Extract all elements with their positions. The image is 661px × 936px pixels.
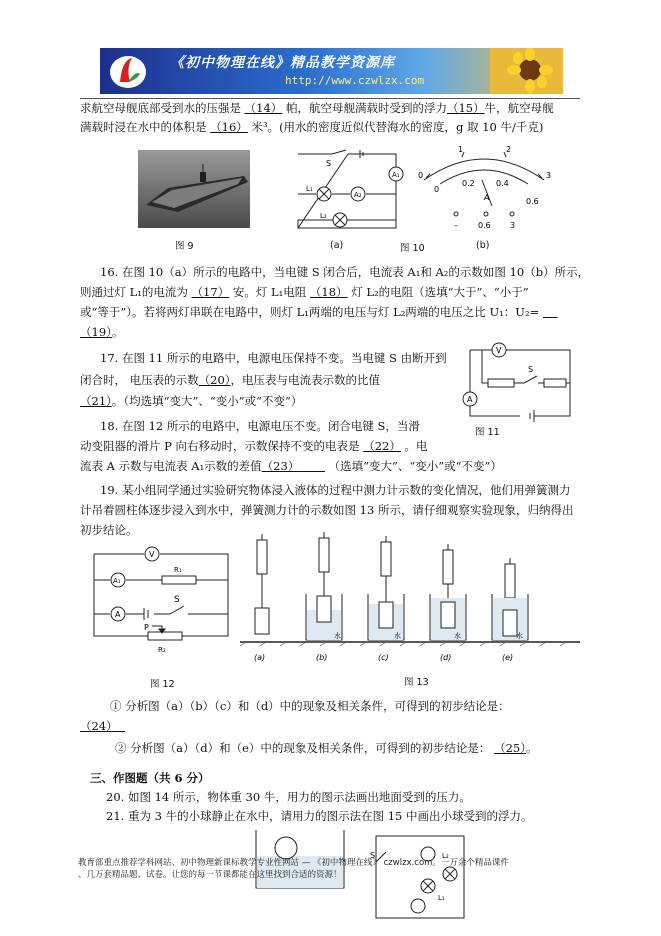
- q20-text: 20. 如图 14 所示，物体重 30 牛，用力的图示法画出地面受到的压力。: [106, 790, 471, 804]
- fig12-circuit: [88, 540, 236, 668]
- fig10a-lamp-l2: L₂: [320, 212, 327, 220]
- q18-line1: 18. 在图 12 所示的电路中，电源电压不变。闭合电键 S，当滑: [100, 419, 420, 433]
- q19-line2: 计吊着圆柱体逐步浸入到水中，弹簧测力计的示数如图 13 所示，请仔细观察实验现象，归纳得出: [80, 503, 574, 517]
- blank-19[interactable]: （19）: [80, 325, 112, 339]
- fig10-sub-b: (b): [476, 240, 490, 251]
- q18-line3: 流表 A 示数与电流表 A₁示数的差值（23） （选填“变大”、“变小”或“不变”）: [80, 459, 502, 473]
- fig12-slider-p: P: [144, 623, 149, 632]
- sunflower-image: [490, 48, 563, 94]
- fig13-water-e: 水: [516, 632, 523, 640]
- terminal-neg: –: [454, 221, 458, 230]
- q19-sub1: ① 分析图（a）（b）（c）和（d）中的现象及相关条件，可得到的初步结论是：: [110, 699, 510, 713]
- blank-16[interactable]: （16）: [210, 120, 248, 134]
- fig11-caption: 图 11: [475, 427, 500, 438]
- dial-top-0: 0: [418, 171, 424, 180]
- fig15-lamp-l2: L₂: [442, 852, 449, 860]
- footer-notice: [78, 857, 578, 881]
- fig12-switch: S: [174, 595, 180, 605]
- footer-line2: 、几万套精品题、试卷。让您的每一节课都能在这里找到合适的资源！: [78, 870, 342, 880]
- q21-text: 21. 重为 3 牛的小球静止在水中，请用力的图示法在图 15 中画出小球受到的浮力。: [106, 809, 533, 823]
- fig11-ammeter: A: [467, 395, 473, 404]
- dial-top-3: 3: [546, 171, 552, 180]
- fig13-water-d: 水: [454, 632, 461, 640]
- fig10b-ammeter-dial: [412, 144, 557, 236]
- blank-14[interactable]: （14）: [244, 101, 283, 115]
- fig13-sub-a: (a): [254, 653, 266, 662]
- fig9-caption: 图 9: [175, 241, 194, 252]
- footer-line1-a: 教育部重点推荐学科网站、初中物理新课标教学专业性网站 — 《初中物理在线》: [78, 858, 381, 868]
- dial-bottom-0: 0: [434, 185, 440, 194]
- fig10a-ammeter-a1: A₁: [392, 171, 400, 179]
- fig13-water-c: 水: [394, 632, 401, 640]
- blank-22[interactable]: （22）: [363, 439, 401, 453]
- fig12-r1: R₁: [174, 566, 182, 574]
- fig15-circuit: [368, 826, 488, 936]
- fig11-circuit: [458, 340, 578, 432]
- carrier-photo: [138, 150, 250, 228]
- q17-line1: 17. 在图 11 所示的电路中，电源电压保持不变。当电键 S 由断开到: [100, 351, 447, 365]
- fig10a-circuit: [292, 148, 407, 236]
- blank-23[interactable]: （23）: [261, 459, 300, 473]
- fig12-r2: R₂: [158, 646, 166, 654]
- q16-line3: 或“等于”）。若将两灯串联在电路中，则灯 L₁两端的电压与灯 L₂两端的电压之比 U₁：U₂=: [80, 305, 540, 319]
- header-divider: [80, 98, 580, 99]
- fig15-switch: S: [370, 851, 376, 860]
- fig11-switch-label: S: [528, 365, 534, 374]
- blank-21[interactable]: （21）: [80, 394, 112, 408]
- q18-line2: 动变阻器的滑片 P 向右移动时，示数保持不变的电表是 （22） 。电: [80, 439, 428, 453]
- banner-url[interactable]: http://www.czwlzx.com: [285, 74, 425, 87]
- fig13-sub-e: (e): [502, 653, 514, 662]
- site-logo: [108, 52, 148, 90]
- q17-line2: 闭合时， 电压表的示数（20），电压表与电流表示数的比值: [80, 373, 381, 387]
- dial-top-1: 1: [458, 145, 464, 154]
- banner-title: 《初中物理在线》精品教学资源库: [170, 55, 395, 71]
- fig13-sub-b: (b): [316, 653, 328, 662]
- blank-20[interactable]: （20）: [198, 373, 231, 387]
- q16-line4: （19）。: [80, 325, 124, 339]
- dial-unit-a: A: [484, 193, 490, 202]
- q19-sub2: ② 分析图（a）（d）和（e）中的现象及相关条件，可得到的初步结论是： （25）。: [115, 741, 538, 755]
- footer-line1-b: czwlzx.com。一万余个精品课件: [383, 858, 509, 868]
- fig10a-switch-label: S: [326, 159, 332, 168]
- dial-bottom-02: 0.2: [462, 179, 475, 188]
- fig13-immersion-series: [240, 530, 580, 670]
- q17-line3: （21）。（均选填“变大”、“变小”或“不变”）: [80, 394, 303, 408]
- q16-line1: 16. 在图 10（a）所示的电路中，当电键 S 闭合后，电流表 A₁和 A₂的示数如图 10（b）所示，: [100, 265, 590, 279]
- fig11-voltmeter: V: [496, 346, 502, 355]
- q15-line2: 满载时浸在水中的体积是 （16） 米³。(用水的密度近似代替海水的密度，g 取 10 牛/千克): [80, 120, 544, 134]
- dial-bottom-06: 0.6: [526, 197, 539, 206]
- q19-line3: 初步结论。: [80, 523, 138, 537]
- dial-bottom-04: 0.4: [496, 179, 509, 188]
- blank-24[interactable]: （24）: [80, 719, 118, 733]
- fig10-caption: 图 10: [400, 243, 425, 254]
- terminal-06: 0.6: [478, 221, 491, 230]
- blank-17[interactable]: （17）: [191, 285, 230, 299]
- fig10a-ammeter-a2: A₂: [354, 191, 362, 199]
- fig13-caption: 图 13: [404, 677, 429, 688]
- blank-25[interactable]: （25）: [494, 741, 526, 755]
- fig13-sub-c: (c): [378, 653, 389, 662]
- fig12-ammeter-a1: A₁: [113, 577, 121, 585]
- q19-line1: 19. 某小组同学通过实验研究物体浸入液体的过程中测力计示数的变化情况，他们用弹簧测力: [100, 483, 571, 497]
- q19-sub1-answer: [80, 718, 125, 735]
- q15-line1: 求航空母舰底部受到水的压强是 （14） 帕，航空母舰满载时受到的浮力（15）牛，航空母舰: [80, 101, 554, 115]
- blank-15[interactable]: （15）: [446, 101, 485, 115]
- fig13-sub-d: (d): [440, 653, 452, 662]
- fig15-lamp-l1: L₁: [438, 894, 445, 902]
- fig15-beaker: [250, 826, 350, 936]
- section3-heading: 三、作图题（共 6 分）: [90, 771, 210, 785]
- dial-top-2: 2: [506, 145, 512, 154]
- fig12-voltmeter: V: [149, 550, 155, 559]
- fig12-ammeter-a: A: [115, 610, 121, 619]
- fig10-sub-a: (a): [330, 240, 344, 251]
- q16-line2: 则通过灯 L₁的电流为 （17） 安。灯 L₁电阻 （18） 灯 L₂的电阻（选填“大于”、“小于”: [80, 285, 529, 299]
- blank-18[interactable]: （18）: [309, 285, 348, 299]
- terminal-3: 3: [510, 221, 516, 230]
- fig13-water-b: 水: [334, 632, 341, 640]
- fig12-caption: 图 12: [150, 679, 175, 690]
- fig10a-lamp-l1: L₁: [306, 185, 313, 193]
